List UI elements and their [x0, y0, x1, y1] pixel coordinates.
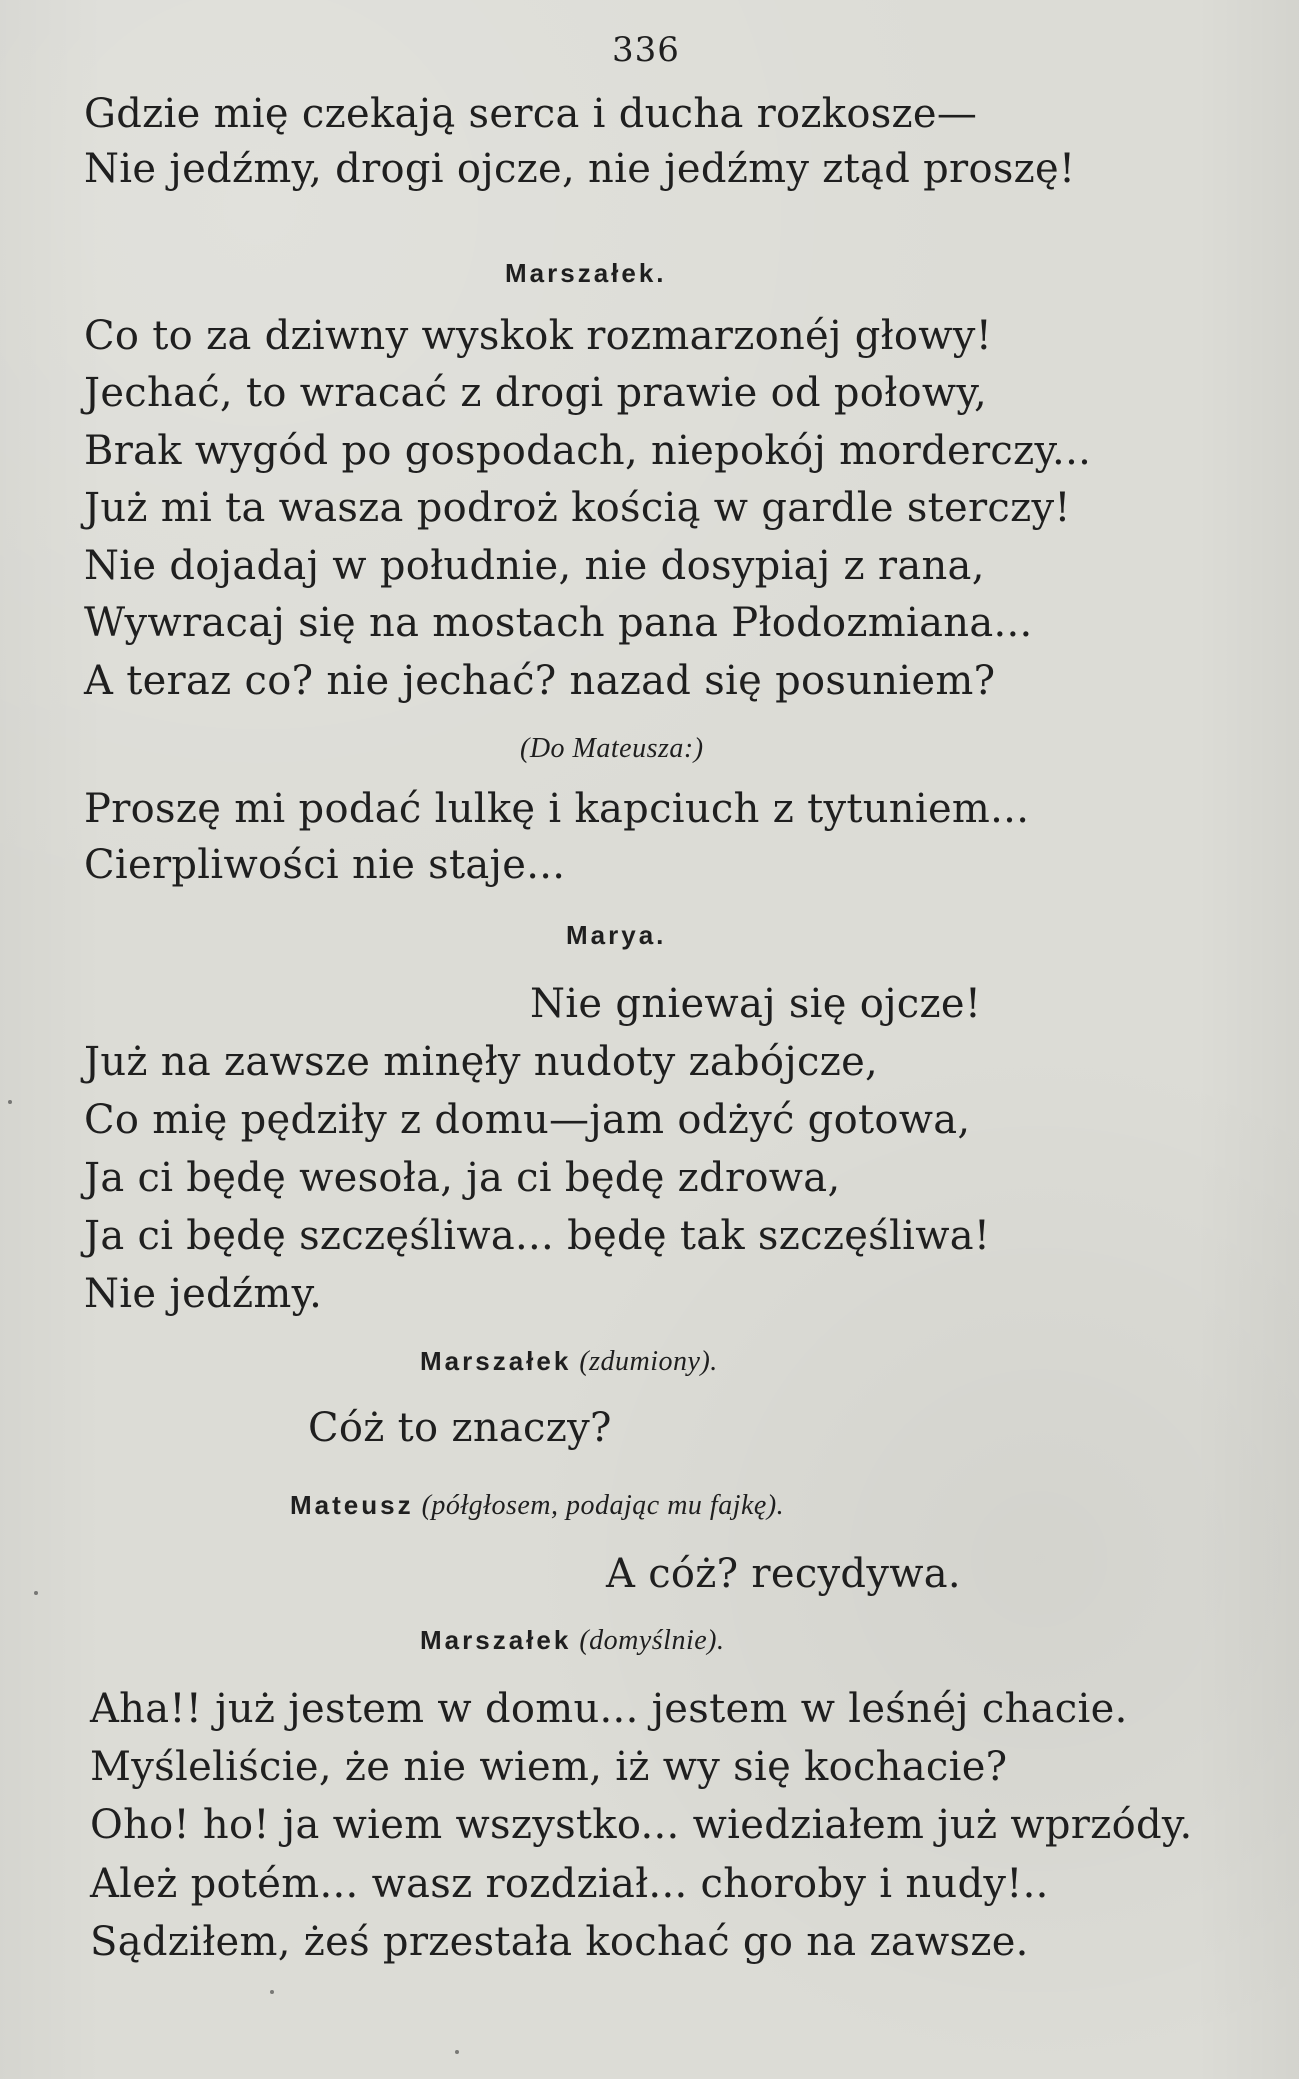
speaker-heading: Marszałek. — [505, 258, 667, 288]
verse-line: Wywracaj się na mostach pana Płodozmiana... — [84, 600, 1033, 646]
verse-line: Ja ci będę szczęśliwa... będę tak szczęśliwa! — [84, 1213, 991, 1259]
verse-line: Sądziłem, żeś przestała kochać go na zawsze. — [90, 1919, 1029, 1965]
verse-line: Nie dojadaj w południe, nie dosypiaj z rana, — [84, 543, 985, 589]
speaker-direction: (półgłosem, podając mu fajkę). — [421, 1490, 785, 1521]
speaker-name: Marszałek — [420, 1346, 572, 1376]
verse-line: Nie jedźmy, drogi ojcze, nie jedźmy ztąd proszę! — [84, 146, 1076, 192]
speaker-heading — [420, 1625, 725, 1657]
paper-speck — [270, 1990, 274, 1994]
speaker-heading: Marya. — [566, 920, 667, 950]
verse-line: Co mię pędziły z domu—jam odżyć gotowa, — [84, 1097, 971, 1143]
verse-line: Oho! ho! ja wiem wszystko... wiedziałem już wprzódy. — [90, 1802, 1193, 1848]
speaker-heading — [420, 1346, 718, 1378]
verse-line: Ależ potém... wasz rozdział... choroby i nudy!.. — [90, 1861, 1049, 1907]
paper-speck — [34, 1591, 38, 1595]
verse-line: Ja ci będę wesoła, ja ci będę zdrowa, — [84, 1155, 841, 1201]
verse-line: A cóż? recydywa. — [606, 1551, 961, 1597]
verse-line: Nie gniewaj się ojcze! — [530, 981, 982, 1027]
speaker-heading — [290, 1490, 784, 1522]
verse-line: Brak wygód po gospodach, niepokój morderczy... — [84, 428, 1092, 474]
speaker-direction: (zdumiony). — [579, 1346, 718, 1377]
paper-speck — [8, 1100, 12, 1104]
verse-line: Aha!! już jestem w domu... jestem w leśnéj chacie. — [90, 1686, 1128, 1732]
verse-line: Gdzie mię czekają serca i ducha rozkosze— — [84, 91, 978, 137]
paper-speck — [455, 2050, 459, 2054]
page-number: 336 — [612, 30, 680, 70]
verse-line: Myśleliście, że nie wiem, iż wy się kochacie? — [90, 1744, 1008, 1790]
verse-line: Proszę mi podać lulkę i kapciuch z tytuniem... — [84, 786, 1030, 832]
verse-line: Nie jedźmy. — [84, 1271, 323, 1317]
speaker-name: Mateusz — [290, 1490, 414, 1520]
verse-line: Już na zawsze minęły nudoty zabójcze, — [84, 1039, 879, 1085]
stage-direction: (Do Mateusza:) — [520, 733, 704, 764]
verse-line: Już mi ta wasza podroż kością w gardle sterczy! — [84, 485, 1071, 531]
speaker-name: Marszałek — [420, 1625, 572, 1655]
verse-line: Cierpliwości nie staje... — [84, 842, 566, 888]
verse-line: Jechać, to wracać z drogi prawie od połowy, — [84, 370, 987, 416]
verse-line: Co to za dziwny wyskok rozmarzonéj głowy! — [84, 313, 993, 359]
speaker-direction: (domyślnie). — [579, 1625, 725, 1656]
verse-line: Cóż to znaczy? — [308, 1405, 612, 1451]
verse-line: A teraz co? nie jechać? nazad się posuniem? — [84, 658, 996, 704]
